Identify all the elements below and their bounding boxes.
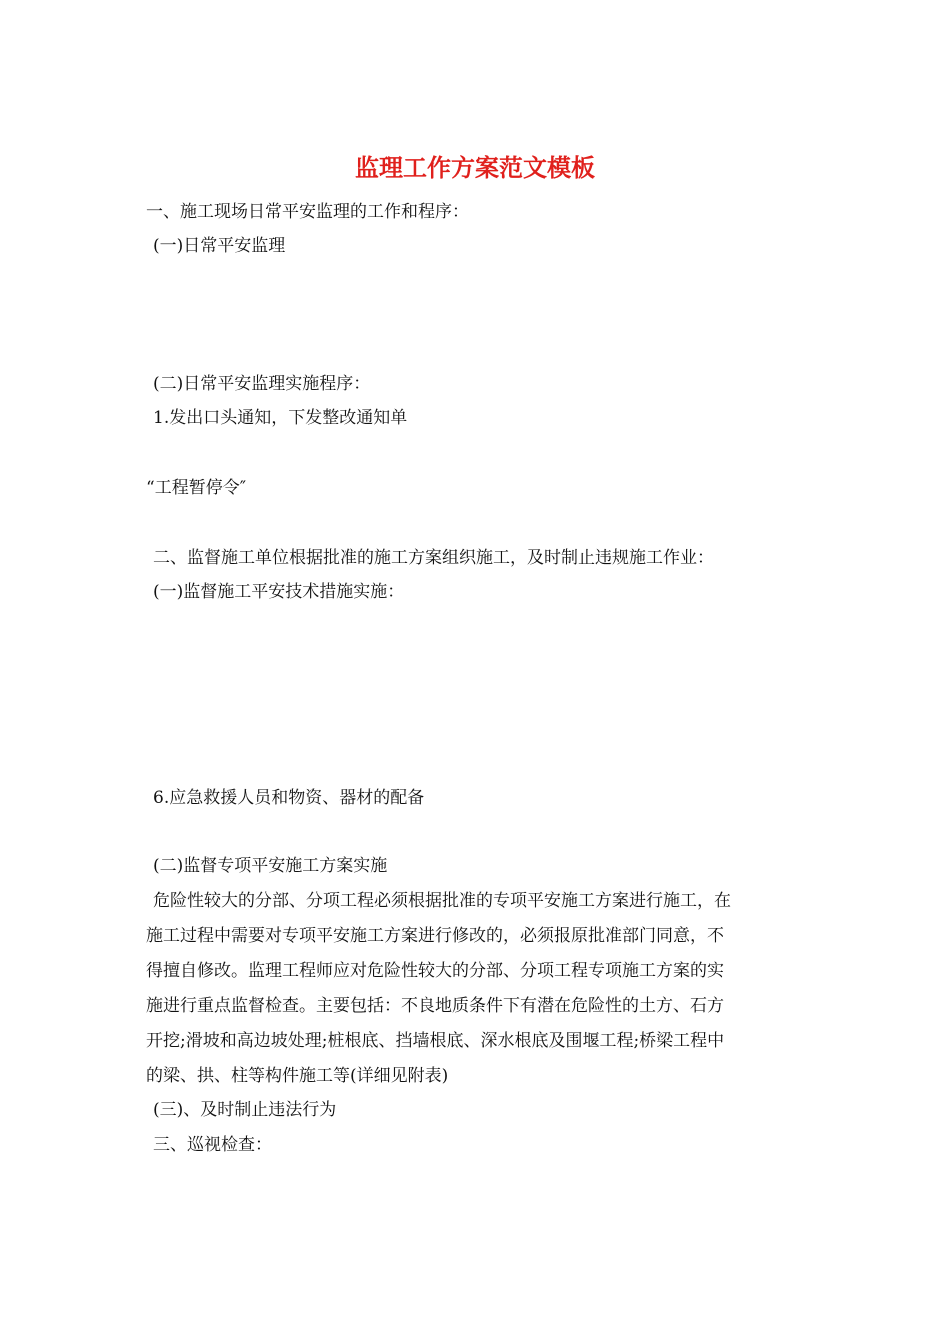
list-item: 1.发出口头通知，下发整改通知单	[153, 408, 408, 428]
paragraph-line: 危险性较大的分部、分项工程必须根据批准的专项平安施工方案进行施工，在	[153, 891, 731, 911]
paragraph-line: 的梁、拱、柱等构件施工等(详细见附表)	[146, 1066, 449, 1086]
subsection-heading: (一)监督施工平安技术措施实施：	[153, 582, 405, 602]
paragraph-line: 得擅自修改。监理工程师应对危险性较大的分部、分项工程专项施工方案的实	[146, 961, 724, 981]
subsection-heading: (二)日常平安监理实施程序：	[153, 374, 371, 394]
list-item: 6.应急救援人员和物资、器材的配备	[153, 788, 425, 808]
subsection-heading: (三)、及时制止违法行为	[153, 1100, 337, 1120]
section-heading-1: 一、施工现场日常平安监理的工作和程序：	[146, 202, 469, 222]
paragraph-line: 开挖;滑坡和高边坡处理;桩根底、挡墙根底、深水根底及围堰工程;桥梁工程中	[146, 1031, 725, 1051]
subsection-heading: (二)监督专项平安施工方案实施	[153, 856, 388, 876]
quoted-term: “工程暂停令″	[146, 478, 247, 498]
paragraph-line: 施进行重点监督检查。主要包括：不良地质条件下有潜在危险性的土方、石方	[146, 996, 724, 1016]
section-heading-3: 三、巡视检查：	[153, 1135, 272, 1155]
paragraph-line: 施工过程中需要对专项平安施工方案进行修改的，必须报原批准部门同意，不	[146, 926, 724, 946]
subsection-heading: (一)日常平安监理	[153, 236, 286, 256]
document-title: 监理工作方案范文模板	[355, 153, 595, 182]
section-heading-2: 二、监督施工单位根据批准的施工方案组织施工，及时制止违规施工作业：	[153, 548, 714, 568]
